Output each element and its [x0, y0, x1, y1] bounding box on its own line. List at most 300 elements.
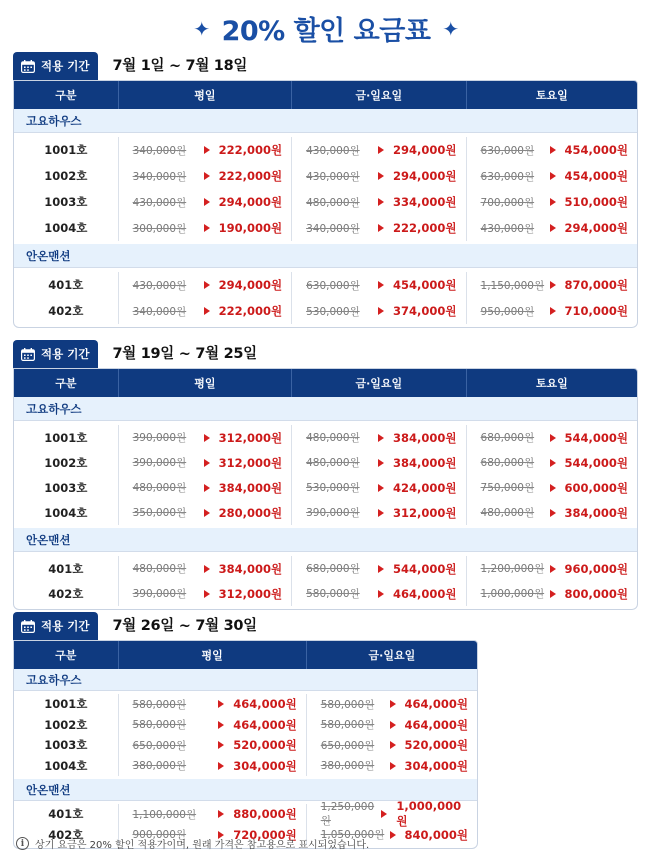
discount-price — [378, 303, 457, 319]
rate-table — [13, 640, 478, 849]
discount-price-value: 464,000원 — [233, 717, 297, 732]
original-price: 480,000원 — [132, 482, 187, 494]
arrow-right-icon — [390, 700, 396, 708]
discount-price-value: 710,000원 — [564, 304, 628, 318]
original-price: 580,000원 — [132, 698, 187, 711]
period-label: 적용 기간 — [41, 619, 90, 633]
discount-price-value: 384,000원 — [218, 561, 283, 576]
table-row — [14, 215, 637, 241]
room-number: 1004호 — [44, 221, 88, 235]
discount-price-value: 464,000원 — [404, 717, 468, 732]
arrow-right-icon — [390, 831, 396, 839]
discount-price-value: 294,000원 — [218, 195, 283, 209]
period-dates: 7월 19일 ~ 7월 25일 — [112, 346, 257, 362]
arrow-right-icon — [204, 307, 210, 315]
room-rows — [14, 552, 637, 609]
room-number: 401호 — [48, 807, 84, 822]
discount-price — [378, 220, 457, 236]
original-price: 340,000원 — [132, 305, 187, 318]
original-price: 430,000원 — [480, 222, 535, 235]
discount-price — [204, 303, 283, 319]
price-cell — [291, 556, 465, 581]
room-number: 1002호 — [44, 717, 88, 732]
discount-price-value: 454,000원 — [564, 143, 628, 157]
discount-price — [204, 277, 283, 293]
table-row — [14, 556, 637, 581]
arrow-right-icon — [204, 459, 210, 467]
calendar-icon — [21, 60, 35, 73]
room-number: 1001호 — [44, 697, 88, 712]
original-price: 1,250,000원 — [320, 800, 375, 827]
discount-price — [204, 430, 283, 446]
discount-price-value: 384,000원 — [218, 480, 283, 495]
price-cell — [118, 163, 291, 189]
room-number: 402호 — [48, 304, 84, 318]
discount-price — [378, 561, 457, 577]
discount-price — [218, 737, 297, 753]
original-price: 1,200,000원 — [480, 563, 545, 575]
arrow-right-icon — [204, 484, 210, 492]
price-cell — [118, 556, 291, 581]
rate-section — [13, 612, 478, 849]
arrow-right-icon — [378, 281, 384, 289]
price-cell — [291, 450, 465, 475]
arrow-right-icon — [378, 509, 384, 517]
header-category: 구분 — [55, 649, 77, 662]
discount-price-value: 520,000원 — [233, 738, 297, 753]
original-price: 340,000원 — [132, 144, 187, 157]
discount-price-value: 312,000원 — [393, 505, 457, 520]
page-title-text: 20% 할인 요금표 — [221, 15, 431, 47]
arrow-right-icon — [550, 565, 556, 573]
table-row — [14, 450, 637, 475]
arrow-right-icon — [550, 224, 556, 232]
discount-price-value: 222,000원 — [218, 169, 283, 183]
arrow-right-icon — [550, 509, 556, 517]
original-price: 650,000원 — [320, 739, 375, 752]
discount-price — [204, 586, 283, 602]
discount-price — [378, 455, 457, 471]
discount-price — [378, 194, 457, 210]
table-row — [14, 694, 477, 715]
price-cell — [118, 215, 291, 241]
discount-price — [550, 430, 629, 446]
info-icon: i — [16, 837, 29, 850]
footnote — [16, 836, 369, 851]
price-cell — [291, 298, 465, 324]
period-label: 적용 기간 — [41, 347, 90, 361]
discount-price-value: 800,000원 — [564, 586, 628, 601]
original-price: 530,000원 — [306, 482, 360, 494]
arrow-right-icon — [378, 484, 384, 492]
period-dates: 7월 26일 ~ 7월 30일 — [112, 618, 257, 634]
original-price: 380,000원 — [132, 760, 187, 773]
building-group-header: 안온맨션 — [14, 779, 477, 801]
table-header — [14, 641, 477, 669]
original-price: 300,000원 — [132, 222, 187, 235]
original-price: 430,000원 — [132, 279, 187, 292]
arrow-right-icon — [390, 721, 396, 729]
original-price: 900,000원 — [132, 829, 187, 842]
header-category: 구분 — [55, 89, 77, 102]
discount-price-value: 294,000원 — [564, 221, 628, 235]
discount-price-value: 870,000원 — [564, 278, 628, 292]
table-row — [14, 756, 477, 777]
original-price: 480,000원 — [306, 196, 360, 209]
original-price: 480,000원 — [132, 563, 187, 575]
arrow-right-icon — [378, 198, 384, 206]
original-price: 430,000원 — [132, 196, 187, 209]
price-cell — [466, 272, 637, 298]
arrow-right-icon — [378, 434, 384, 442]
rate-table — [13, 80, 638, 328]
header-day-type: 평일 — [118, 369, 291, 397]
period-row — [13, 612, 478, 640]
discount-price — [204, 142, 283, 158]
original-price: 480,000원 — [306, 457, 360, 469]
discount-price-value: 312,000원 — [218, 455, 283, 470]
discount-price — [204, 168, 283, 184]
original-price: 750,000원 — [480, 482, 535, 494]
arrow-right-icon — [378, 172, 384, 180]
discount-price — [390, 696, 469, 712]
arrow-right-icon — [218, 762, 224, 770]
original-price: 650,000원 — [132, 739, 187, 752]
price-cell — [118, 298, 291, 324]
discount-price — [550, 220, 629, 236]
table-header — [14, 369, 637, 397]
rate-table — [13, 368, 638, 610]
discount-price-value: 222,000원 — [393, 221, 457, 235]
header-day-type: 평일 — [118, 641, 306, 669]
price-cell — [118, 694, 306, 715]
rate-section — [13, 52, 638, 328]
page-title — [0, 8, 652, 48]
discount-price — [390, 758, 469, 774]
price-cell — [118, 735, 306, 756]
table-row — [14, 163, 637, 189]
room-number: 402호 — [48, 586, 84, 601]
price-cell — [466, 163, 637, 189]
price-cell — [291, 500, 465, 525]
header-day-type: 토요일 — [466, 369, 637, 397]
room-number: 1001호 — [44, 143, 88, 157]
arrow-right-icon — [381, 810, 387, 818]
table-row — [14, 189, 637, 215]
price-cell — [118, 272, 291, 298]
sparkle-icon: ✦ — [193, 17, 210, 41]
header-category: 구분 — [55, 377, 77, 390]
room-number: 1004호 — [44, 758, 88, 773]
arrow-right-icon — [204, 198, 210, 206]
discount-price-value: 222,000원 — [218, 143, 283, 157]
period-badge — [13, 612, 98, 640]
discount-price — [204, 480, 283, 496]
price-cell — [118, 804, 306, 825]
discount-price-value: 424,000원 — [393, 480, 457, 495]
discount-price-value: 190,000원 — [218, 221, 283, 235]
arrow-right-icon — [550, 484, 556, 492]
discount-price — [550, 277, 629, 293]
discount-price-value: 544,000원 — [393, 561, 457, 576]
original-price: 1,000,000원 — [480, 588, 545, 600]
arrow-right-icon — [550, 146, 556, 154]
price-cell — [466, 425, 637, 450]
price-cell — [306, 694, 477, 715]
table-row — [14, 272, 637, 298]
arrow-right-icon — [204, 590, 210, 598]
room-number: 1001호 — [44, 430, 88, 445]
discount-price-value: 384,000원 — [393, 430, 457, 445]
discount-price — [550, 194, 629, 210]
discount-price — [218, 696, 297, 712]
discount-price — [378, 505, 457, 521]
original-price: 630,000원 — [480, 170, 535, 183]
arrow-right-icon — [378, 307, 384, 315]
price-cell — [466, 556, 637, 581]
discount-price — [378, 277, 457, 293]
table-row — [14, 475, 637, 500]
arrow-right-icon — [204, 565, 210, 573]
price-cell — [466, 189, 637, 215]
discount-price-value: 222,000원 — [218, 304, 283, 318]
table-row — [14, 425, 637, 450]
room-number: 402호 — [48, 827, 84, 842]
discount-price-value: 600,000원 — [564, 480, 628, 495]
price-cell — [466, 581, 637, 606]
price-cell — [291, 163, 465, 189]
original-price: 350,000원 — [132, 507, 187, 519]
price-cell — [306, 715, 477, 736]
arrow-right-icon — [204, 509, 210, 517]
original-price: 580,000원 — [306, 588, 360, 600]
table-row — [14, 799, 477, 829]
price-cell — [291, 581, 465, 606]
calendar-icon — [21, 348, 35, 361]
original-price: 950,000원 — [480, 305, 535, 318]
original-price: 700,000원 — [480, 196, 535, 209]
footnote-text: 상기 요금은 20% 할인 적용가이며, 원래 가격은 참고용으로 표시되었습니다. — [35, 840, 370, 851]
discount-price-value: 280,000원 — [218, 505, 283, 520]
discount-price — [378, 142, 457, 158]
price-cell — [466, 215, 637, 241]
discount-price — [204, 455, 283, 471]
discount-price — [218, 758, 297, 774]
header-day-type: 평일 — [118, 81, 291, 109]
arrow-right-icon — [378, 224, 384, 232]
original-price: 1,100,000원 — [132, 808, 197, 821]
discount-price — [218, 717, 297, 733]
discount-price — [550, 455, 629, 471]
room-number: 401호 — [48, 278, 84, 292]
table-row — [14, 715, 477, 736]
discount-price-value: 294,000원 — [393, 143, 457, 157]
room-number: 1003호 — [44, 480, 88, 495]
original-price: 580,000원 — [132, 719, 187, 732]
price-cell — [466, 475, 637, 500]
price-cell — [306, 735, 477, 756]
arrow-right-icon — [550, 172, 556, 180]
discount-price-value: 374,000원 — [393, 304, 457, 318]
discount-price — [390, 737, 469, 753]
price-cell — [118, 500, 291, 525]
price-cell — [291, 137, 465, 163]
discount-price — [378, 168, 457, 184]
header-day-type: 토요일 — [466, 81, 637, 109]
building-group-header: 고요하우스 — [14, 397, 637, 421]
price-cell — [118, 581, 291, 606]
discount-price — [204, 561, 283, 577]
discount-price-value: 334,000원 — [393, 195, 457, 209]
building-group-header: 안온맨션 — [14, 528, 637, 552]
price-cell — [118, 450, 291, 475]
price-cell — [291, 189, 465, 215]
period-row — [13, 340, 638, 368]
arrow-right-icon — [218, 700, 224, 708]
room-number: 1003호 — [44, 195, 88, 209]
discount-price-value: 454,000원 — [564, 169, 628, 183]
discount-price-value: 312,000원 — [218, 586, 283, 601]
arrow-right-icon — [378, 146, 384, 154]
arrow-right-icon — [550, 459, 556, 467]
arrow-right-icon — [390, 762, 396, 770]
discount-price — [204, 194, 283, 210]
discount-price-value: 880,000원 — [233, 807, 297, 822]
original-price: 390,000원 — [132, 432, 187, 444]
room-rows — [14, 268, 637, 327]
price-cell — [291, 215, 465, 241]
original-price: 430,000원 — [306, 170, 360, 183]
arrow-right-icon — [378, 590, 384, 598]
room-number: 1003호 — [44, 738, 88, 753]
table-row — [14, 500, 637, 525]
original-price: 630,000원 — [480, 144, 535, 157]
price-cell — [306, 756, 477, 777]
room-number: 1002호 — [44, 169, 88, 183]
price-cell — [466, 137, 637, 163]
original-price: 380,000원 — [320, 760, 375, 773]
discount-price — [378, 430, 457, 446]
price-cell — [466, 298, 637, 324]
discount-price-value: 384,000원 — [564, 505, 628, 520]
header-day-type: 금·일요일 — [291, 369, 465, 397]
rate-section — [13, 340, 638, 610]
price-cell — [118, 715, 306, 736]
discount-price-value: 544,000원 — [564, 430, 628, 445]
discount-price-value: 294,000원 — [393, 169, 457, 183]
period-badge — [13, 340, 98, 368]
discount-price-value: 464,000원 — [393, 586, 457, 601]
original-price: 390,000원 — [132, 457, 187, 469]
discount-price-value: 304,000원 — [233, 758, 297, 773]
calendar-icon — [21, 620, 35, 633]
discount-price-value: 304,000원 — [404, 758, 468, 773]
discount-price-value: 384,000원 — [393, 455, 457, 470]
original-price: 340,000원 — [132, 170, 187, 183]
room-rows — [14, 691, 477, 779]
table-row — [14, 735, 477, 756]
table-row — [14, 581, 637, 606]
period-label: 적용 기간 — [41, 59, 90, 73]
discount-price — [550, 505, 629, 521]
arrow-right-icon — [550, 307, 556, 315]
sparkle-icon: ✦ — [442, 17, 459, 41]
header-day-type: 금·일요일 — [306, 641, 477, 669]
room-number: 401호 — [48, 561, 84, 576]
arrow-right-icon — [204, 281, 210, 289]
arrow-right-icon — [550, 590, 556, 598]
discount-price — [204, 220, 283, 236]
price-cell — [466, 450, 637, 475]
original-price: 390,000원 — [306, 507, 360, 519]
discount-price-value: 840,000원 — [404, 827, 468, 842]
price-cell — [291, 272, 465, 298]
original-price: 1,050,000원 — [320, 829, 385, 842]
discount-price — [550, 586, 629, 602]
discount-price-value: 520,000원 — [404, 738, 468, 753]
original-price: 530,000원 — [306, 305, 360, 318]
original-price: 630,000원 — [306, 279, 360, 292]
discount-price — [218, 806, 297, 822]
price-cell — [118, 756, 306, 777]
discount-price-value: 510,000원 — [564, 195, 628, 209]
discount-price — [550, 142, 629, 158]
discount-price — [390, 717, 469, 733]
original-price: 390,000원 — [132, 588, 187, 600]
room-rows — [14, 421, 637, 528]
price-cell — [118, 189, 291, 215]
discount-price — [204, 505, 283, 521]
arrow-right-icon — [218, 810, 224, 818]
room-number: 1002호 — [44, 455, 88, 470]
price-cell — [118, 137, 291, 163]
original-price: 680,000원 — [480, 432, 535, 444]
discount-price — [378, 586, 457, 602]
original-price: 1,150,000원 — [480, 279, 545, 292]
period-dates: 7월 1일 ~ 7월 18일 — [112, 58, 248, 74]
price-cell — [118, 475, 291, 500]
discount-price-value: 720,000원 — [233, 827, 297, 842]
building-group-header: 안온맨션 — [14, 244, 637, 268]
price-cell — [291, 475, 465, 500]
discount-price-value: 312,000원 — [218, 430, 283, 445]
discount-price — [550, 303, 629, 319]
arrow-right-icon — [378, 565, 384, 573]
original-price: 680,000원 — [306, 563, 360, 575]
original-price: 480,000원 — [306, 432, 360, 444]
discount-price-value: 464,000원 — [233, 697, 297, 712]
table-row — [14, 137, 637, 163]
arrow-right-icon — [550, 434, 556, 442]
building-group-header: 고요하우스 — [14, 669, 477, 691]
discount-price-value: 544,000원 — [564, 455, 628, 470]
discount-price-value: 464,000원 — [404, 697, 468, 712]
building-group-header: 고요하우스 — [14, 109, 637, 133]
original-price: 580,000원 — [320, 698, 375, 711]
original-price: 340,000원 — [306, 222, 360, 235]
arrow-right-icon — [550, 198, 556, 206]
header-day-type: 금·일요일 — [291, 81, 465, 109]
original-price: 680,000원 — [480, 457, 535, 469]
arrow-right-icon — [204, 172, 210, 180]
arrow-right-icon — [390, 741, 396, 749]
period-row — [13, 52, 638, 80]
table-row — [14, 298, 637, 324]
arrow-right-icon — [378, 459, 384, 467]
arrow-right-icon — [550, 281, 556, 289]
period-badge — [13, 52, 98, 80]
discount-price — [550, 168, 629, 184]
